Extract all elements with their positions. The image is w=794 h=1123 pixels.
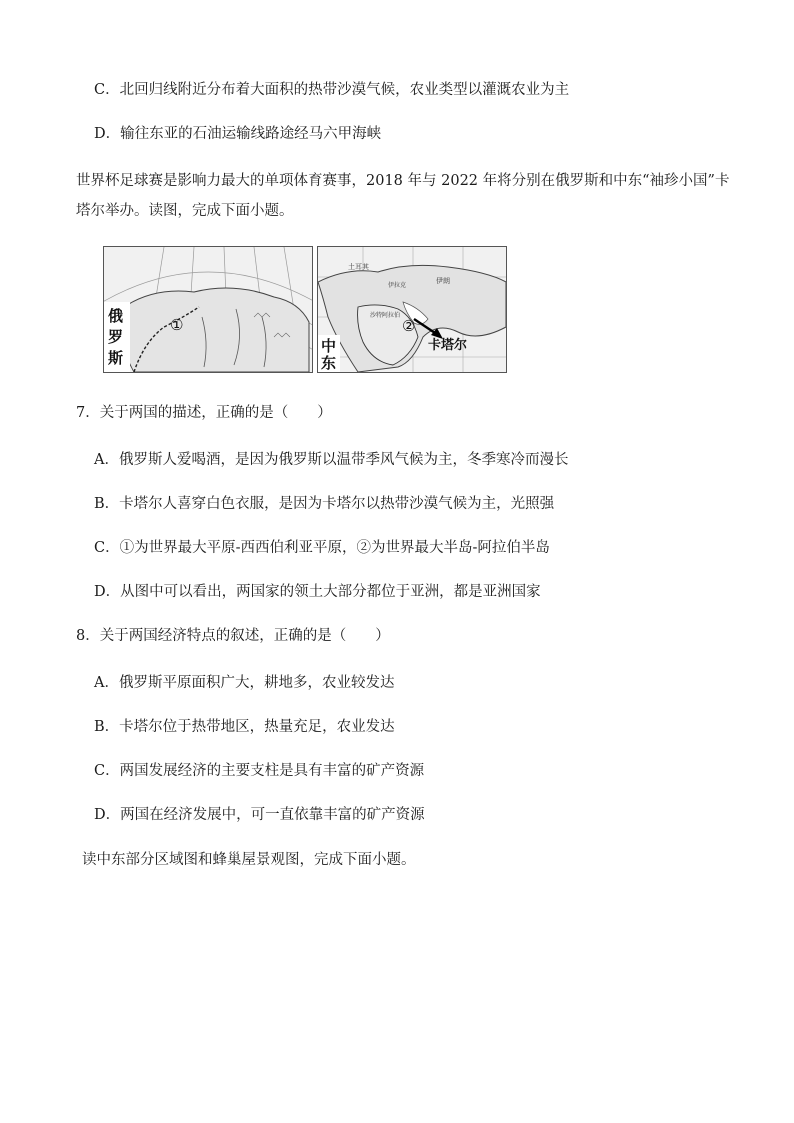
intro-line-1: 世界杯足球赛是影响力最大的单项体育赛事，2018 年与 2022 年将分别在俄罗斯和中东“袖珍小国”卡 bbox=[76, 173, 730, 189]
middle-east-label-2: 东 bbox=[321, 354, 337, 372]
marker-1: ① bbox=[170, 316, 184, 334]
marker-2: ② bbox=[402, 317, 416, 335]
q8-option-b: B．卡塔尔位于热带地区，热量充足，农业发达 bbox=[94, 719, 395, 735]
q8-option-c: C．两国发展经济的主要支柱是具有丰富的矿产资源 bbox=[94, 763, 425, 779]
q7-option-b: B．卡塔尔人喜穿白色衣服，是因为卡塔尔以热带沙漠气候为主，光照强 bbox=[94, 496, 555, 512]
option-d-prev: D．输往东亚的石油运输线路途经马六甲海峡 bbox=[94, 126, 382, 142]
middle-east-map bbox=[317, 246, 507, 373]
saudi-label: 沙特阿拉伯 bbox=[370, 312, 401, 319]
middle-east-label-1: 中 bbox=[321, 337, 337, 355]
iran-label: 伊朗 bbox=[436, 277, 450, 285]
intro-line-2: 塔尔举办。读图，完成下面小题。 bbox=[76, 203, 294, 219]
q8-option-d: D．两国在经济发展中，可一直依靠丰富的矿产资源 bbox=[94, 807, 425, 823]
svg-text:土耳其: 土耳其 bbox=[348, 263, 369, 271]
option-c-prev: C．北回归线附近分布着大面积的热带沙漠气候，农业类型以灌溉农业为主 bbox=[94, 82, 570, 98]
q7-option-a: A．俄罗斯人爱喝酒，是因为俄罗斯以温带季风气候为主，冬季寒冷而漫长 bbox=[94, 452, 569, 468]
q8-stem: 8．关于两国经济特点的叙述，正确的是（ ） bbox=[76, 628, 390, 644]
russia-label-3: 斯 bbox=[108, 349, 124, 367]
outro-text: 读中东部分区域图和蜂巢屋景观图，完成下面小题。 bbox=[82, 852, 416, 868]
map-figure bbox=[103, 246, 505, 371]
q7-option-c: C．①为世界最大平原-西西伯利亚平原，②为世界最大半岛-阿拉伯半岛 bbox=[94, 540, 550, 556]
q7-option-d: D．从图中可以看出，两国家的领土大部分都位于亚洲，都是亚洲国家 bbox=[94, 584, 541, 600]
russia-label-2: 罗 bbox=[108, 328, 124, 346]
qatar-label: 卡塔尔 bbox=[428, 338, 468, 353]
q8-option-a: A．俄罗斯平原面积广大，耕地多，农业较发达 bbox=[94, 675, 395, 691]
q7-stem: 7．关于两国的描述，正确的是（ ） bbox=[76, 405, 332, 421]
russia-map bbox=[103, 246, 313, 373]
iraq-label: 伊拉克 bbox=[388, 282, 407, 289]
russia-label-1: 俄 bbox=[108, 307, 124, 325]
